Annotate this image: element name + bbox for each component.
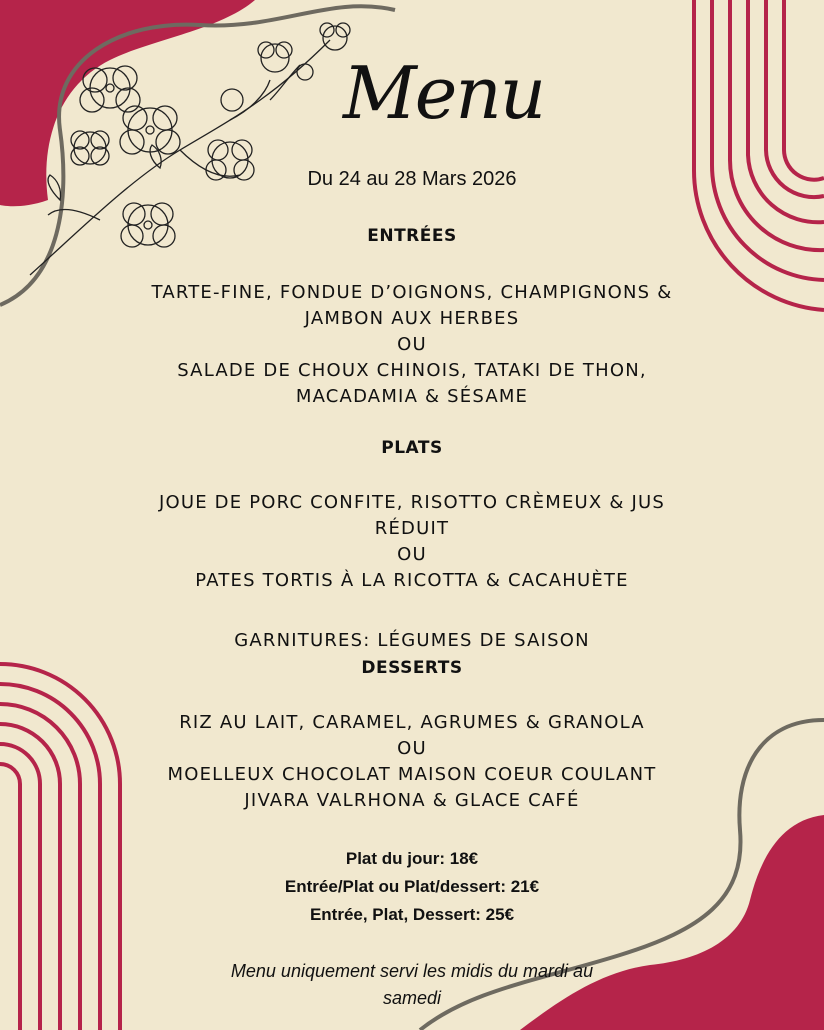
plat-or: OU	[397, 544, 427, 565]
service-note-line-2: samedi	[382, 988, 442, 1008]
plats-garnitures: GARNITURES: LÉGUMES DE SAISON	[234, 630, 590, 651]
service-note	[0, 958, 824, 1012]
price-three-courses: Entrée, Plat, Dessert: 25€	[309, 905, 515, 924]
entree-option-1-line-2: JAMBON AUX HERBES	[304, 308, 520, 329]
dessert-option-2-line-2: JIVARA VALRHONA & GLACE CAFÉ	[244, 790, 580, 811]
plat-option-1-line-1: JOUE DE PORC CONFITE, RISOTTO CRÈMEUX & JUS	[158, 492, 666, 513]
entrees-heading: ENTRÉES	[367, 226, 457, 246]
menu-title	[338, 38, 545, 148]
dessert-option-1-line-1: RIZ AU LAIT, CARAMEL, AGRUMES & GRANOLA	[179, 712, 645, 733]
price-plat-du-jour: Plat du jour: 18€	[345, 849, 479, 868]
dessert-option-2-line-1: MOELLEUX CHOCOLAT MAISON COEUR COULANT	[167, 764, 657, 785]
dessert-or: OU	[397, 738, 427, 759]
entrees-list	[0, 280, 824, 410]
menu-title-script	[338, 38, 545, 148]
prices	[0, 845, 824, 929]
entree-or: OU	[397, 334, 427, 355]
menu-dates: Du 24 au 28 Mars 2026	[307, 168, 517, 190]
plats-heading: PLATS	[381, 438, 443, 458]
price-two-courses: Entrée/Plat ou Plat/dessert: 21€	[284, 877, 540, 896]
service-note-line-1: Menu uniquement servi les midis du mardi au	[230, 961, 594, 981]
entree-option-1-line-1: TARTE-FINE, FONDUE D’OIGNONS, CHAMPIGNONS &	[151, 282, 673, 303]
desserts-list	[0, 710, 824, 814]
svg-text:Menu: Menu	[343, 51, 545, 135]
plats-list	[0, 490, 824, 594]
plat-option-2-line-1: PATES TORTIS À LA RICOTTA & CACAHUÈTE	[195, 570, 629, 591]
plat-option-1-line-2: RÉDUIT	[374, 518, 450, 539]
desserts-heading: DESSERTS	[361, 658, 463, 678]
entree-option-2-line-2: MACADAMIA & SÉSAME	[295, 386, 529, 407]
entree-option-2-line-1: SALADE DE CHOUX CHINOIS, TATAKI DE THON,	[177, 360, 647, 381]
